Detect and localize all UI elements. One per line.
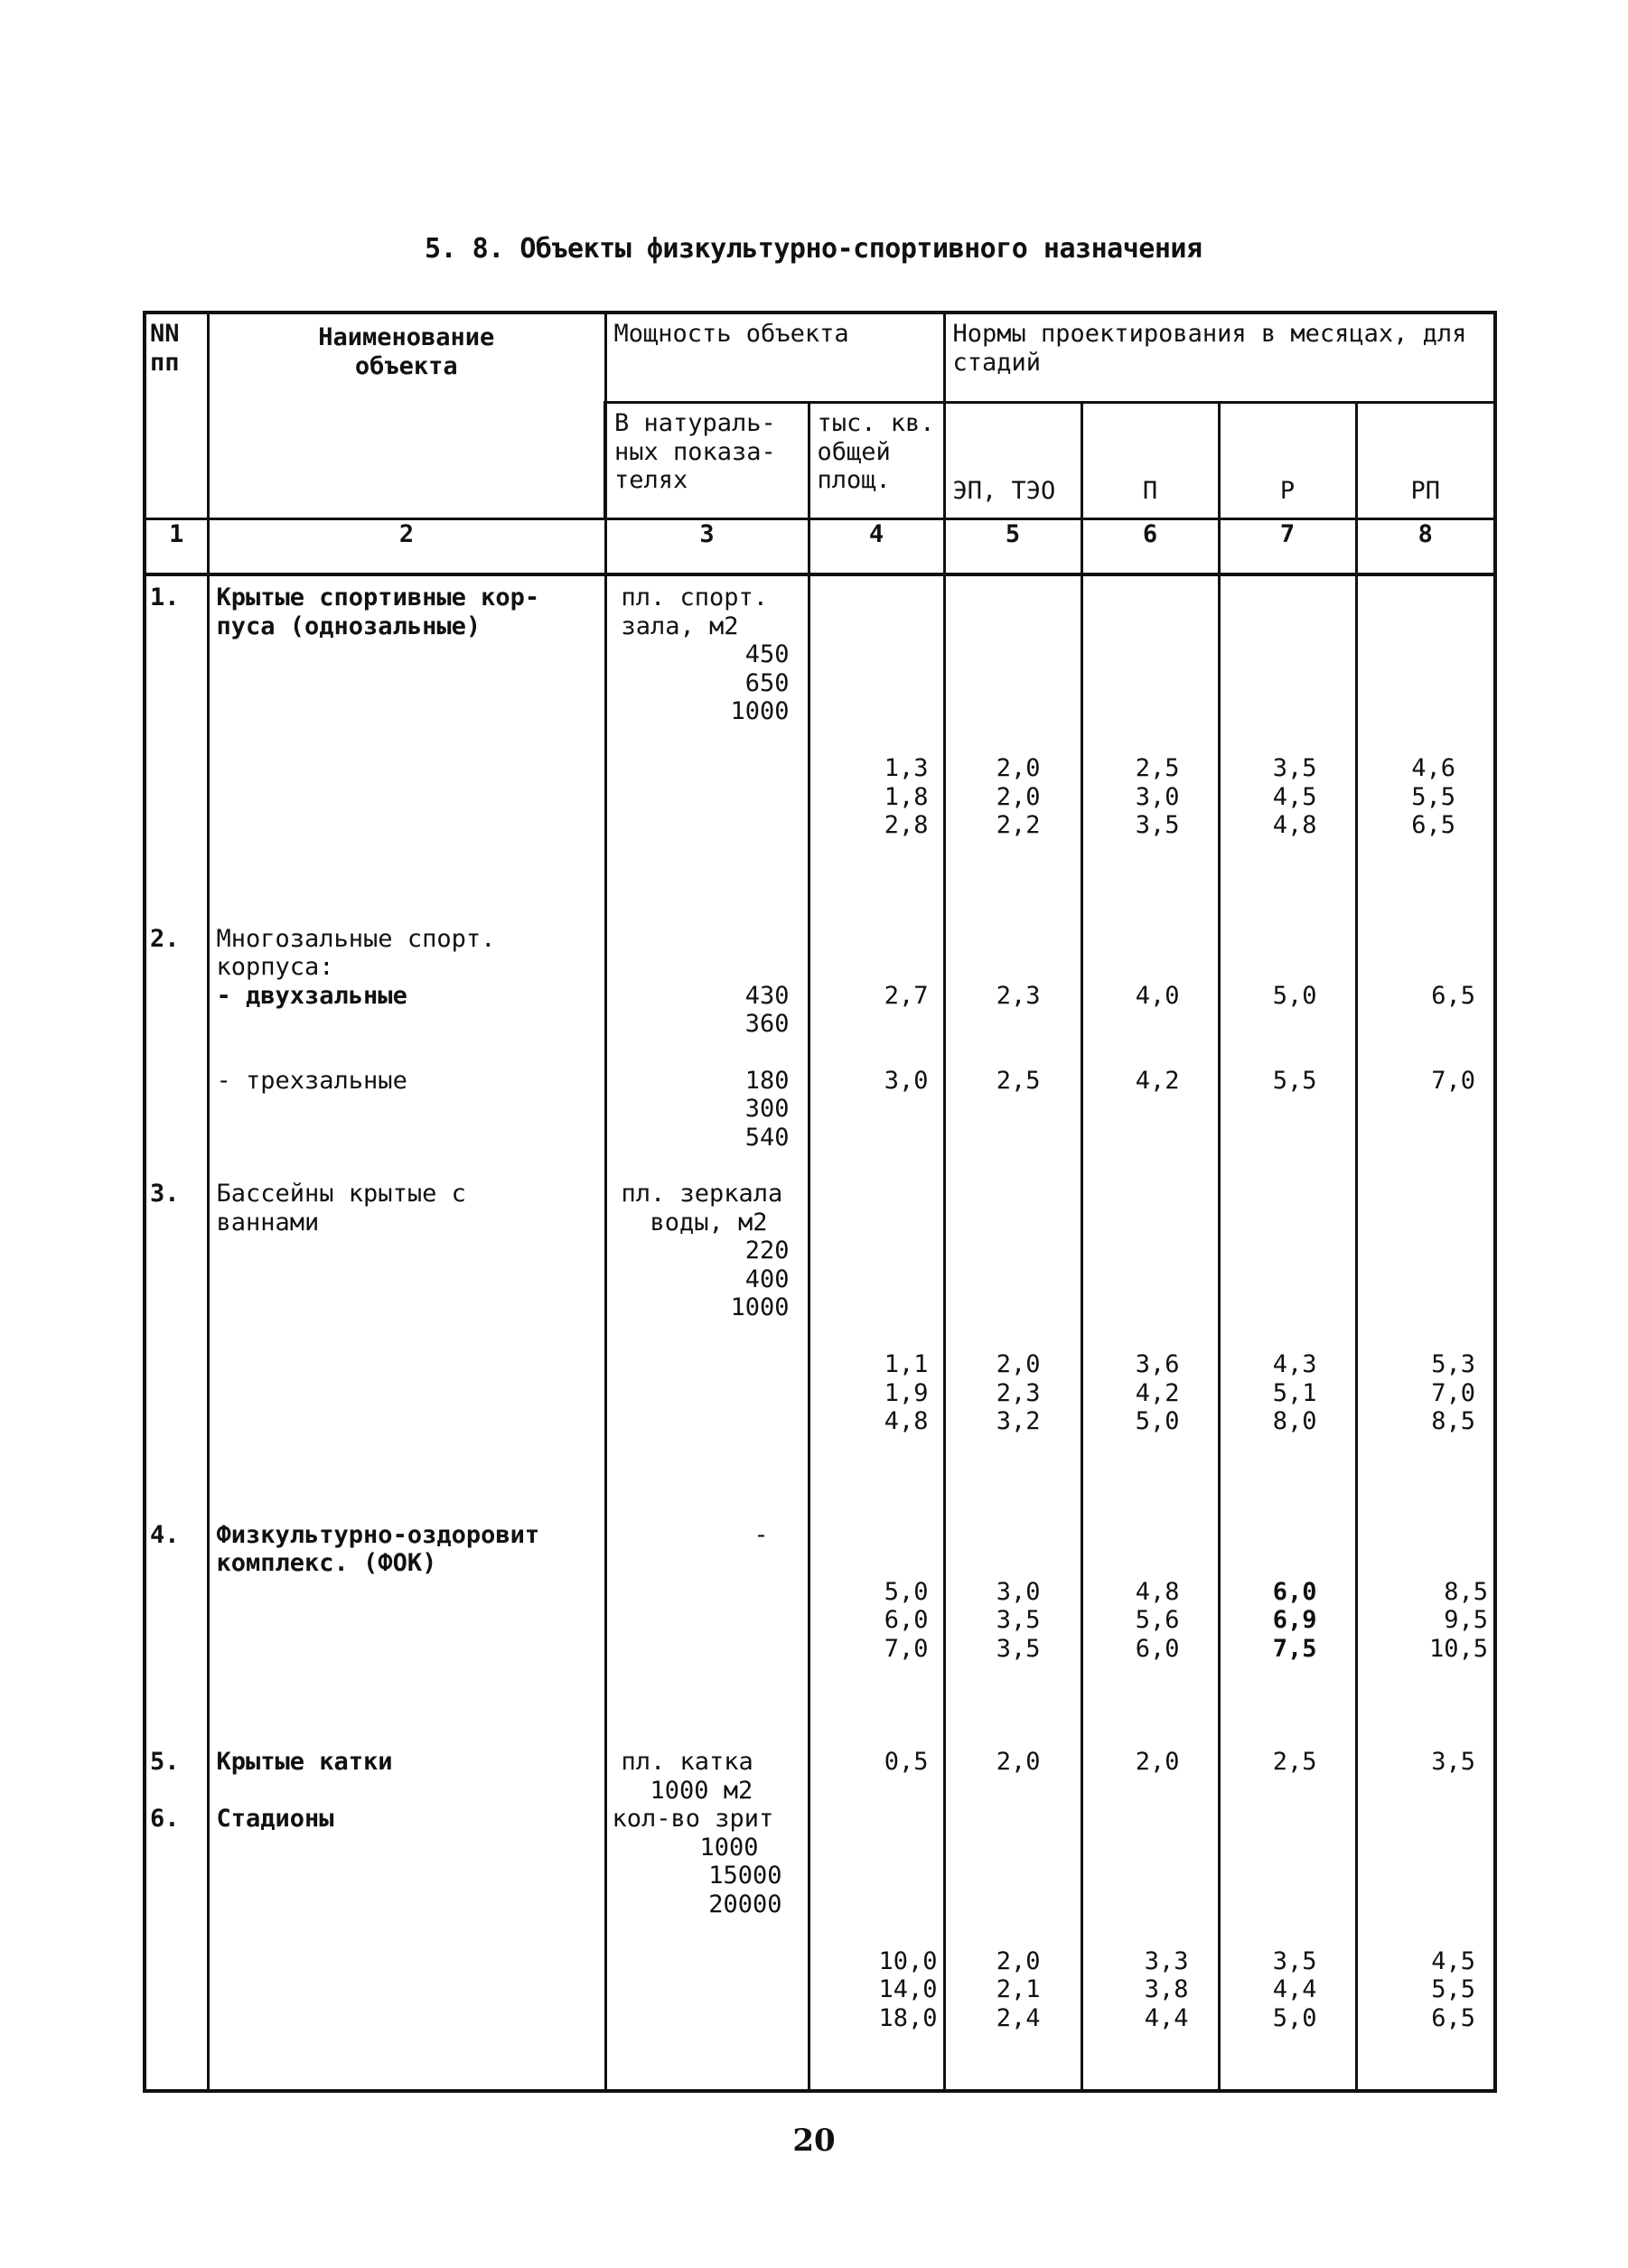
natural-values: 430 360 <box>605 982 809 1039</box>
stage-ep-values: 3,0 3,5 3,5 <box>944 1521 1081 1721</box>
header-row-1 <box>145 313 1495 403</box>
stage-rp-value: 7,0 <box>1356 1067 1495 1153</box>
table-row <box>145 1748 1495 1805</box>
table-row <box>145 1805 1495 2091</box>
norms-table <box>143 311 1497 2093</box>
subrow-name: - трехзальные <box>208 1067 605 1153</box>
header-col-no: NN пп <box>145 313 208 519</box>
subrow-name: - двухзальные <box>208 982 605 1039</box>
column-number: 4 <box>809 519 944 575</box>
stage-ep-values: 2,0 2,3 3,2 <box>944 1180 1081 1493</box>
row-number: 5. <box>145 1748 208 1805</box>
stage-ep-value: 2,3 <box>944 982 1081 1039</box>
stage-rp-value: 6,5 <box>1356 982 1495 1039</box>
header-stage-r: Р <box>1219 403 1356 519</box>
row-name: Бассейны крытые с ваннами <box>208 1180 605 1493</box>
area-value: 2,7 <box>809 982 944 1039</box>
natural-values: пл. катка 1000 м2 <box>605 1748 809 1805</box>
row-number: 3. <box>145 1180 208 1493</box>
natural-values: кол-во зрит 1000 15000 20000 <box>605 1805 809 2091</box>
stage-ep-values: 2,0 2,0 2,2 <box>944 574 1081 897</box>
stage-r-values: 4,3 5,1 8,0 <box>1219 1180 1356 1493</box>
table-subrow <box>145 1067 1495 1153</box>
stage-r-value: 2,5 <box>1219 1748 1356 1805</box>
table-subrow <box>145 982 1495 1039</box>
area-values: 1,3 1,8 2,8 <box>809 574 944 897</box>
column-number: 1 <box>145 519 208 575</box>
area-value: 0,5 <box>809 1748 944 1805</box>
header-capacity: Мощность объекта <box>605 313 944 403</box>
stage-ep-value: 2,5 <box>944 1067 1081 1153</box>
header-stage-ep: ЭП, ТЭО <box>944 403 1081 519</box>
stage-rp-values: 4,6 5,5 6,5 <box>1356 574 1495 897</box>
table-row <box>145 925 1495 982</box>
natural-values: пл. зеркала воды, м2 220 400 1000 <box>605 1180 809 1493</box>
page-title: 5. 8. Объекты физкультурно-спортивного назначения <box>425 233 1202 265</box>
area-values: 5,0 6,0 7,0 <box>809 1521 944 1721</box>
natural-value: - <box>605 1521 809 1721</box>
stage-p-value: 2,0 <box>1081 1748 1219 1805</box>
row-name: Крытые катки <box>208 1748 605 1805</box>
column-number: 5 <box>944 519 1081 575</box>
header-capacity-natural: В натураль- ных показа- телях <box>605 403 809 519</box>
column-numbers-row <box>145 519 1495 575</box>
stage-r-value: 5,0 <box>1219 982 1356 1039</box>
stage-ep-values: 2,0 2,1 2,4 <box>944 1805 1081 2091</box>
table-row <box>145 1180 1495 1493</box>
area-values: 1,1 1,9 4,8 <box>809 1180 944 1493</box>
column-number: 2 <box>208 519 605 575</box>
stage-p-values: 2,5 3,0 3,5 <box>1081 574 1219 897</box>
stage-rp-values: 4,5 5,5 6,5 <box>1356 1805 1495 2091</box>
header-col-name: Наименование объекта <box>208 313 605 519</box>
stage-p-value: 4,0 <box>1081 982 1219 1039</box>
table-row <box>145 1521 1495 1721</box>
row-name: Многозальные спорт. корпуса: <box>208 925 605 982</box>
area-value: 3,0 <box>809 1067 944 1153</box>
stage-ep-value: 2,0 <box>944 1748 1081 1805</box>
table-row <box>145 574 1495 897</box>
stage-rp-values: 8,5 9,5 10,5 <box>1356 1521 1495 1721</box>
row-number: 1. <box>145 574 208 897</box>
header-capacity-area: тыс. кв. общей площ. <box>809 403 944 519</box>
stage-p-values: 3,6 4,2 5,0 <box>1081 1180 1219 1493</box>
header-stage-p: П <box>1081 403 1219 519</box>
stage-r-value: 5,5 <box>1219 1067 1356 1153</box>
row-number: 2. <box>145 925 208 982</box>
row-number: 6. <box>145 1805 208 2091</box>
row-name: Стадионы <box>208 1805 605 2091</box>
header-stage-rp: РП <box>1356 403 1495 519</box>
page-number: 20 <box>792 2123 836 2159</box>
row-name: Физкультурно-оздоровит комплекс. (ФОК) <box>208 1521 605 1721</box>
stage-rp-values: 5,3 7,0 8,5 <box>1356 1180 1495 1493</box>
stage-p-values: 4,8 5,6 6,0 <box>1081 1521 1219 1721</box>
stage-r-values: 6,0 6,9 7,5 <box>1219 1521 1356 1721</box>
column-number: 8 <box>1356 519 1495 575</box>
stage-r-values: 3,5 4,5 4,8 <box>1219 574 1356 897</box>
column-number: 3 <box>605 519 809 575</box>
stage-p-values: 3,3 3,8 4,4 <box>1081 1805 1219 2091</box>
column-number: 7 <box>1219 519 1356 575</box>
natural-values: 180 300 540 <box>605 1067 809 1153</box>
row-number: 4. <box>145 1521 208 1721</box>
header-norms: Нормы проектирования в месяцах, для стадий <box>944 313 1495 403</box>
stage-r-values: 3,5 4,4 5,0 <box>1219 1805 1356 2091</box>
natural-values: пл. спорт. зала, м2 450 650 1000 <box>605 574 809 897</box>
area-values: 10,0 14,0 18,0 <box>809 1805 944 2091</box>
stage-p-value: 4,2 <box>1081 1067 1219 1153</box>
stage-rp-value: 3,5 <box>1356 1748 1495 1805</box>
row-name: Крытые спортивные кор- пуса (однозальные) <box>208 574 605 897</box>
column-number: 6 <box>1081 519 1219 575</box>
